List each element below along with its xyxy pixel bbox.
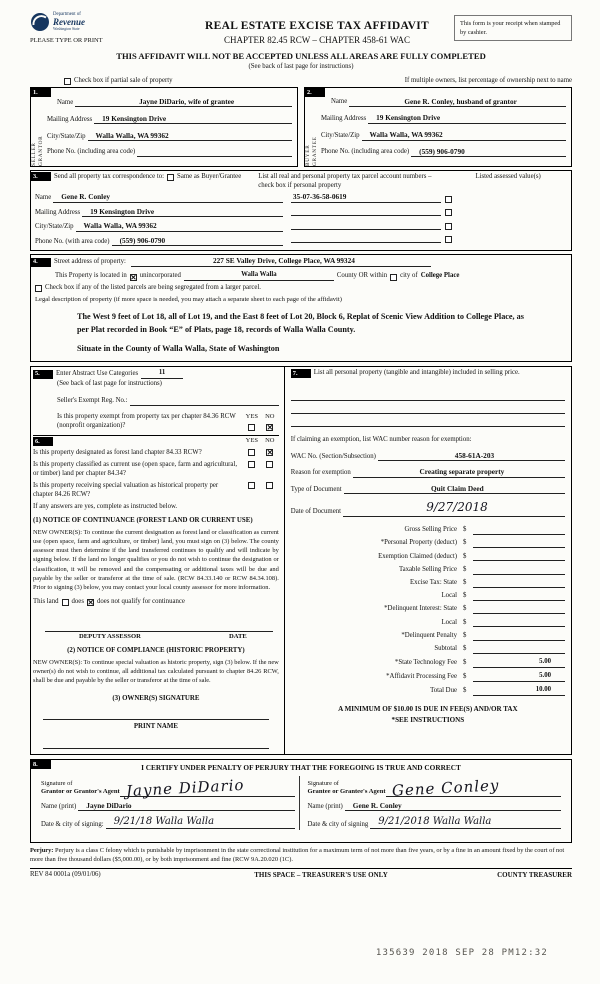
- historic-property-question: [33, 482, 279, 500]
- section-2-tab: 2.: [305, 88, 325, 97]
- city-checkbox[interactable]: [390, 274, 397, 281]
- fee-label: *Delinquent Interest: State: [384, 605, 457, 613]
- forest-land-question-text: Is this property designated as forest land chapter 84.33 RCW?: [33, 449, 202, 457]
- document-type-label: Type of Document: [290, 485, 342, 493]
- seller-side-top: SELLER: [30, 142, 37, 167]
- signature-of-label: Signature of: [41, 780, 73, 788]
- nonprofit-no-checkbox[interactable]: [266, 424, 273, 431]
- fee-value[interactable]: 10.00: [473, 686, 565, 696]
- assessed-values-header: Listed assessed value(s): [475, 173, 541, 181]
- grantor-handwritten-signature: Jayne DiDario: [125, 776, 245, 801]
- fee-row: [291, 539, 565, 548]
- personal-property-line-2[interactable]: [291, 401, 565, 414]
- party-boxes: [30, 87, 572, 167]
- parcel-number-field[interactable]: 35-07-36-58-0619: [291, 192, 441, 202]
- revenue-logo: [30, 12, 180, 32]
- grantee-name-row: [308, 801, 562, 811]
- seller-address-label: Mailing Address: [47, 115, 93, 123]
- logo-dept-label: Department of: [53, 12, 81, 17]
- personal-property-label: List all personal property (tangible and intangible) included in selling price.: [313, 369, 520, 377]
- grantee-name-label: Name (print): [307, 802, 343, 810]
- dollar-sign: $: [463, 565, 467, 573]
- form-footer: [30, 868, 572, 880]
- perjury-label: Perjury:: [30, 847, 54, 855]
- current-use-question-text: Is this property classified as current use (open space, farm and agricultural, or timber) land per chapter 84.34?: [33, 461, 238, 477]
- section-4-tab: 4.: [31, 258, 51, 267]
- corr-address-row: [35, 207, 283, 217]
- seller-phone-field[interactable]: [137, 148, 292, 157]
- located-prefix: This Property is located in: [55, 271, 127, 279]
- buyer-phone-label: Phone No. (including area code): [321, 148, 410, 156]
- parcel-number-field[interactable]: [291, 234, 441, 243]
- section-1-tab: 1.: [31, 88, 51, 97]
- buyer-city-label: City/State/Zip: [321, 131, 360, 139]
- seller-name-row: [47, 97, 292, 107]
- document-date-row: [291, 500, 565, 517]
- parcel-row: [291, 234, 452, 243]
- grantee-agent-label: Grantee or Grantee's Agent: [307, 788, 386, 796]
- dollar-sign: $: [463, 605, 467, 613]
- buyer-name-label: Name: [331, 98, 348, 106]
- document-type-row: [291, 484, 565, 494]
- unincorporated-label: unincorporated: [139, 271, 181, 279]
- exempt-reg-label: Seller's Exempt Reg. No.:: [57, 397, 128, 404]
- section-3-body: [31, 192, 567, 246]
- land-does-not-checkbox[interactable]: [87, 599, 94, 606]
- corr-address-label: Mailing Address: [35, 208, 81, 216]
- current-use-yes-checkbox[interactable]: [248, 461, 255, 468]
- dollar-sign: $: [463, 672, 467, 680]
- forest-land-question: [33, 449, 279, 458]
- corr-name-row: [35, 192, 283, 202]
- print-name-label: PRINT NAME: [133, 723, 178, 731]
- buyer-address-row: [321, 113, 566, 123]
- yes-header: YES: [245, 437, 258, 445]
- minimum-due-note: A MINIMUM OF $10.00 IS DUE IN FEE(S) AND/OR TAX: [338, 704, 518, 713]
- signature-of-label: Signature of: [307, 780, 339, 788]
- document-date-field[interactable]: 9/27/2018: [343, 500, 565, 517]
- seller-city-field[interactable]: Walla Walla, WA 99362: [88, 131, 292, 141]
- dollar-sign: $: [463, 644, 467, 652]
- parcel-number-field[interactable]: [291, 221, 441, 230]
- fee-label: *Personal Property (deduct): [380, 539, 457, 547]
- buyer-phone-row: [321, 147, 566, 157]
- grantor-signature-row: [41, 776, 295, 801]
- fee-value[interactable]: [473, 552, 565, 561]
- dollar-sign: $: [463, 526, 467, 534]
- notice-continuance-body: NEW OWNER(S): To continue the current designation as forest land or classification as current use (open space, farm and agriculture, or timber) land, you must sign on (3) below. The county assessor must then determine if the land transferred continues to qualify and will indicate by signing below. If the land no longer qualifies or you do not wish to continue the designation or classification, it will be removed and the compensating or additional taxes will be due and payable by the seller or transferor at the time of sale. (RCW 84.33.140 or RCW 84.34.108). Prior to signing (3) below, you may contact your local county assessor for more information.: [33, 529, 279, 591]
- fee-label: Taxable Selling Price: [398, 565, 457, 573]
- personal-property-section: [285, 367, 571, 754]
- buyer-section: [304, 87, 572, 167]
- buyer-fields: [319, 88, 571, 166]
- notice-compliance-title: (2) NOTICE OF COMPLIANCE (HISTORIC PROPERTY): [67, 647, 245, 655]
- parcel-personal-checkbox-1[interactable]: [445, 196, 452, 203]
- buyer-city-row: [321, 130, 566, 140]
- fee-row: [291, 632, 565, 641]
- legal-description-label: Legal description of property (if more space is needed, you may attach a separate sheet to each page of the affidavit): [35, 295, 342, 303]
- warning-line: THIS AFFIDAVIT WILL NOT BE ACCEPTED UNLESS ALL AREAS ARE FULLY COMPLETED: [116, 50, 486, 61]
- historic-property-question-text: Is this property receiving special valuation as historical property per chapter 84.26 RCW?: [33, 481, 219, 498]
- fee-value[interactable]: 5.00: [473, 658, 565, 668]
- fee-label: Subtotal: [434, 644, 457, 652]
- seller-city-label: City/State/Zip: [47, 132, 86, 140]
- fee-value[interactable]: 5.00: [473, 672, 565, 682]
- land-does-label: does: [71, 597, 84, 605]
- buyer-city-field[interactable]: Walla Walla, WA 99362: [362, 130, 566, 140]
- header-center: [180, 12, 454, 47]
- partial-sale-row: [30, 77, 572, 86]
- grantee-date-row: [308, 815, 562, 829]
- dollar-sign: $: [463, 578, 467, 586]
- no-header: NO: [265, 412, 275, 420]
- owners-signature-title: (3) OWNER(S) SIGNATURE: [112, 694, 200, 702]
- segregated-row: [35, 284, 567, 293]
- section-7-header: [291, 369, 565, 378]
- wac-label: WAC No. (Section/Subsection): [290, 452, 376, 460]
- fee-row: [291, 579, 565, 588]
- section-6-tab: 6.: [33, 437, 53, 446]
- certify-statement: I CERTIFY UNDER PENALTY OF PERJURY THAT THE FOREGOING IS TRUE AND CORRECT: [141, 763, 461, 773]
- receipt-stamp: 135639 2018 SEP 28 PM12:32: [375, 948, 548, 959]
- seller-name-label: Name: [57, 98, 74, 106]
- receipt-note: This form is your receipt when stamped by cashier.: [454, 15, 572, 41]
- grantor-date-label: Date & city of signing:: [41, 820, 104, 828]
- buyer-address-field[interactable]: 19 Kensington Drive: [368, 113, 566, 123]
- parcel-personal-checkbox-2[interactable]: [445, 209, 452, 216]
- street-address-label: Street address of property:: [54, 258, 126, 266]
- notice-continuance-title: (1) NOTICE OF CONTINUANCE (FOREST LAND OR CURRENT USE): [33, 517, 253, 525]
- fee-label: *Affidavit Processing Fee: [386, 672, 457, 680]
- corr-phone-label: Phone No. (with area code): [35, 237, 110, 245]
- fee-row: [291, 645, 565, 654]
- grantor-signature-label: [41, 780, 120, 797]
- same-as-buyer-label: Same as Buyer/Grantee: [177, 173, 242, 181]
- dollar-sign: $: [463, 631, 467, 639]
- deputy-assessor-label: DEPUTY ASSESSOR: [79, 632, 141, 640]
- exempt-reg-field[interactable]: [130, 397, 279, 406]
- logo-state-label: Washington State: [53, 27, 80, 32]
- exemption-reason-field[interactable]: Creating separate property: [353, 467, 565, 477]
- situate-text: Situate in the County of Walla Walla, State of Washington: [77, 344, 280, 354]
- parcel-personal-checkbox-3[interactable]: [445, 223, 452, 230]
- grantee-signature-label: [308, 780, 386, 797]
- parcel-row: [291, 221, 452, 230]
- deputy-assessor-row: [45, 631, 273, 642]
- fee-value[interactable]: [473, 592, 565, 601]
- fee-row: [291, 592, 565, 601]
- segregated-label: Check box if any of the listed parcels are being segregated from a larger parcel.: [45, 283, 261, 291]
- reason-row: [291, 467, 565, 477]
- land-qualify-row: [33, 598, 279, 607]
- exempt-reg-row: [57, 397, 279, 406]
- partial-sale-label: Check box if partial sale of property: [74, 76, 173, 84]
- corr-phone-row: [35, 236, 283, 246]
- parcel-list: [283, 192, 460, 246]
- fee-value[interactable]: [473, 539, 565, 548]
- type-or-print-label: PLEASE TYPE OR PRINT: [30, 37, 103, 45]
- fee-row: [291, 552, 565, 561]
- form-title: REAL ESTATE EXCISE TAX AFFIDAVIT: [205, 20, 429, 32]
- fee-label: Local: [441, 618, 457, 626]
- send-correspondence-label: Send all property tax correspondence to:: [54, 173, 165, 181]
- warning-subline: (See back of last page for instructions): [248, 62, 354, 70]
- form-revision-number: REV 84 0001a (09/01/06): [30, 871, 101, 879]
- property-location-row: [55, 271, 567, 281]
- dollar-sign: $: [463, 618, 467, 626]
- fee-row: [291, 672, 565, 682]
- fee-value[interactable]: [473, 645, 565, 654]
- parcel-row: [291, 207, 452, 216]
- land-prefix: This land: [33, 597, 59, 605]
- partial-sale-checkbox[interactable]: [64, 78, 71, 85]
- no-header: NO: [265, 437, 275, 445]
- grantee-signature-row: [307, 776, 562, 801]
- fee-row: [291, 618, 565, 627]
- grantee-handwritten-signature: Gene Conley: [391, 776, 500, 801]
- city-field[interactable]: College Place: [420, 271, 460, 279]
- fee-label: Total Due: [430, 686, 457, 694]
- parcel-numbers-header: List all real and personal property tax parcel account numbers – check box if personal property: [258, 173, 432, 189]
- header-left: [30, 12, 180, 46]
- section-8-tab: 8.: [31, 760, 51, 769]
- seller-address-field[interactable]: 19 Kensington Drive: [94, 114, 292, 124]
- corr-city-field[interactable]: Walla Walla, WA 99362: [76, 221, 283, 231]
- section-7-tab: 7.: [291, 369, 311, 378]
- form-header: [30, 12, 572, 47]
- property-address-section: [30, 254, 572, 362]
- current-use-no-checkbox[interactable]: [266, 461, 273, 468]
- seller-address-row: [47, 114, 292, 124]
- buyer-side-top: BUYER: [304, 145, 311, 167]
- grantor-signature-field[interactable]: [120, 776, 295, 801]
- legal-description-text: The West 9 feet of Lot 18, all of Lot 19, and the East 8 feet of Lot 20, Block 6, Replat of Scenic View Addition to College Place, as per Plat recorded in Book “E” of Plats, page 18, records of Walla Walla County.: [77, 312, 524, 334]
- fee-label: Excise Tax: State: [410, 578, 457, 586]
- corr-city-row: [35, 221, 283, 231]
- corr-phone-field[interactable]: (559) 906-0790: [112, 236, 283, 246]
- fee-row: [291, 686, 565, 696]
- revenue-logo-text: [53, 12, 85, 32]
- fee-row: [291, 526, 565, 535]
- grantor-name-label: Name (print): [41, 802, 77, 810]
- section-5-tab: 5.: [33, 370, 53, 379]
- buyer-phone-field[interactable]: (559) 906-0790: [411, 147, 566, 157]
- buyer-side-bottom: GRANTEE: [311, 136, 318, 167]
- grantor-agent-label: Grantor or Grantor's Agent: [41, 788, 120, 796]
- grantee-signature-block: [299, 776, 566, 830]
- forest-no-checkbox[interactable]: [266, 449, 273, 456]
- forest-yes-checkbox[interactable]: [248, 449, 255, 456]
- corr-name-label: Name: [35, 194, 52, 202]
- grantee-name-field[interactable]: Gene R. Conley: [345, 801, 561, 811]
- assessed-values-area[interactable]: [460, 192, 567, 246]
- wac-number-field[interactable]: 458-61A-203: [378, 451, 565, 461]
- historic-no-checkbox[interactable]: [266, 482, 273, 489]
- seller-side-bottom: GRANTOR: [37, 136, 44, 167]
- yes-header: YES: [245, 412, 258, 420]
- buyer-side-label: [305, 88, 319, 166]
- buyer-address-label: Mailing Address: [321, 115, 367, 122]
- seller-phone-label: Phone No. (including area code): [47, 148, 136, 156]
- parcel-row: [291, 192, 452, 202]
- document-type-field[interactable]: Quit Claim Deed: [344, 484, 565, 494]
- seller-section: [30, 87, 298, 167]
- corr-name-field[interactable]: Gene R. Conley: [53, 192, 283, 202]
- form-subtitle: CHAPTER 82.45 RCW – CHAPTER 458-61 WAC: [224, 34, 410, 45]
- fee-row: [291, 658, 565, 668]
- parcel-number-field[interactable]: [291, 207, 441, 216]
- dollar-sign: $: [463, 686, 467, 694]
- exemption-intro: If claiming an exemption, list WAC number reason for exemption:: [290, 436, 472, 444]
- wac-row: [291, 451, 565, 461]
- date-label: DATE: [228, 632, 247, 640]
- owners-signature-line[interactable]: [43, 703, 269, 720]
- print-name-line[interactable]: [43, 732, 269, 749]
- grantor-date-row: [41, 815, 295, 829]
- buyer-name-field[interactable]: Gene R. Conley, husband of grantor: [349, 97, 566, 107]
- grantor-signature-block: [37, 776, 299, 830]
- fee-label: *Delinquent Penalty: [401, 631, 457, 639]
- land-does-not-label: does not qualify for continuance: [96, 597, 185, 605]
- dollar-sign: $: [463, 592, 467, 600]
- middle-columns: [30, 366, 572, 755]
- land-does-checkbox[interactable]: [62, 599, 69, 606]
- abstract-use-label: Enter Abstract Use Categories: [56, 370, 139, 378]
- signature-columns: [37, 776, 565, 830]
- if-yes-note: If any answers are yes, complete as instructed below.: [33, 503, 178, 511]
- same-as-buyer-checkbox[interactable]: [167, 174, 174, 181]
- abstract-use-row: [33, 369, 279, 379]
- logo-name-label: Revenue: [53, 17, 85, 28]
- fee-label: Exemption Claimed (deduct): [378, 552, 457, 560]
- certification-section: [30, 759, 572, 843]
- corr-address-field[interactable]: 19 Kensington Drive: [82, 207, 283, 217]
- grantor-name-field[interactable]: Jayne DiDario: [78, 801, 294, 811]
- dollar-sign: $: [463, 552, 467, 560]
- section-6-header: [33, 437, 279, 446]
- multiple-owners-note: If multiple owners, list percentage of ownership next to name: [404, 76, 572, 84]
- grantor-name-row: [41, 801, 295, 811]
- seller-side-label: [31, 88, 45, 166]
- unincorporated-checkbox[interactable]: [130, 274, 137, 281]
- perjury-text: Perjury is a class C felony which is punishable by imprisonment in the state correctional institution for a maximum term of not more than five years, or by a fine in an amount fixed by the court of not more than five thousand dollars ($5,000.00), or by both imprisonment and fine (RCW 9A.20.020 (1C).: [30, 847, 565, 864]
- county-treasurer-label: COUNTY TREASURER: [497, 871, 572, 880]
- left-column: [31, 367, 285, 754]
- grantee-date-label: Date & city of signing: [307, 820, 369, 828]
- fee-table: [291, 526, 565, 696]
- land-classification-section: [33, 435, 279, 749]
- personal-property-line-1[interactable]: [291, 388, 565, 401]
- fee-label: *State Technology Fee: [394, 658, 457, 666]
- grantee-signature-field[interactable]: [386, 776, 561, 801]
- dollar-sign: $: [463, 658, 467, 666]
- fee-row: [291, 605, 565, 614]
- document-date-label: Date of Document: [290, 508, 342, 516]
- revenue-logo-icon: [30, 12, 50, 32]
- grantee-date-field[interactable]: 9/21/2018 Walla Walla: [370, 815, 561, 829]
- county-or-label: County OR within: [336, 271, 388, 279]
- fee-value[interactable]: [473, 579, 565, 588]
- street-address-row: [31, 256, 567, 266]
- see-instructions-note: *SEE INSTRUCTIONS: [391, 716, 465, 724]
- treasurer-space-label: THIS SPACE – TREASURER'S USE ONLY: [254, 871, 388, 880]
- see-back-note: (See back of last page for instructions): [57, 380, 162, 387]
- buyer-name-row: [321, 97, 566, 107]
- section-3-tab: 3.: [31, 172, 51, 181]
- seller-city-row: [47, 131, 292, 141]
- city-of-label: city of: [400, 271, 418, 279]
- parcel-personal-checkbox-4[interactable]: [445, 236, 452, 243]
- historic-yes-checkbox[interactable]: [248, 482, 255, 489]
- seller-name-field[interactable]: Jayne DiDario, wife of grantee: [75, 97, 292, 107]
- abstract-use-section: [33, 369, 279, 431]
- segregated-checkbox[interactable]: [35, 285, 42, 292]
- seller-fields: [45, 88, 297, 166]
- fee-value[interactable]: [473, 526, 565, 535]
- fee-value[interactable]: [473, 618, 565, 627]
- street-address-field[interactable]: 227 SE Valley Drive, College Place, WA 99324: [131, 256, 431, 266]
- notice-compliance-body: NEW OWNER(S): To continue special valuation as historic property, sign (3) below. If the new owner(s) do not wish to continue, all additional tax calculated pursuant to chapter 84.26 RCW, shall be due and payable by the seller or transferor at the time of sale.: [33, 659, 279, 685]
- section-3-header: [31, 172, 567, 190]
- abstract-use-field[interactable]: 11: [141, 369, 183, 379]
- fee-row: [291, 566, 565, 575]
- nonprofit-question-text: Is this property exempt from property tax per chapter 84.36 RCW (nonprofit organization)?: [57, 412, 236, 429]
- fee-label: Local: [441, 592, 457, 600]
- county-field[interactable]: Walla Walla: [184, 271, 334, 281]
- nonprofit-question-row: [33, 413, 279, 431]
- fee-value[interactable]: [473, 566, 565, 575]
- correspondence-fields: [31, 192, 283, 246]
- current-use-question: [33, 461, 279, 479]
- tax-correspondence-section: [30, 170, 572, 251]
- dollar-sign: $: [463, 539, 467, 547]
- fee-value[interactable]: [473, 632, 565, 641]
- personal-property-line-3[interactable]: [291, 414, 565, 427]
- fee-label: Gross Selling Price: [404, 526, 457, 534]
- fee-value[interactable]: [473, 605, 565, 614]
- seller-phone-row: [47, 148, 292, 157]
- corr-city-label: City/State/Zip: [35, 223, 74, 231]
- nonprofit-yes-checkbox[interactable]: [248, 424, 255, 431]
- reason-label: Reason for exemption: [290, 469, 351, 477]
- perjury-notice: [30, 847, 572, 865]
- grantor-date-field[interactable]: 9/21/18 Walla Walla: [106, 815, 295, 829]
